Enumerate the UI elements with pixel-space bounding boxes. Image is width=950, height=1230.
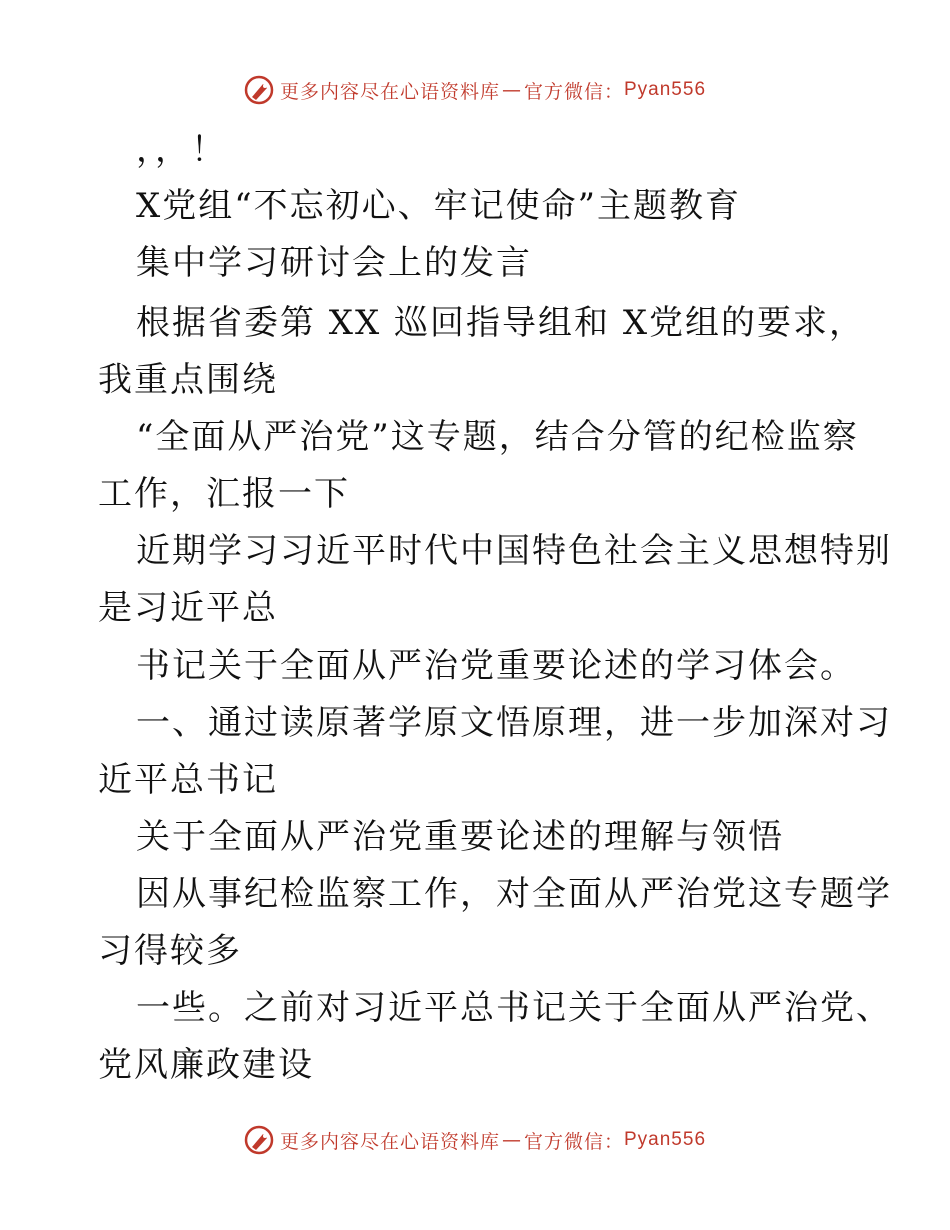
doc-paragraph-line: 是习近平总 <box>98 588 278 628</box>
footer-separator: — <box>501 1129 522 1151</box>
doc-paragraph-line: 书记关于全面从严治党重要论述的学习体会。 <box>136 646 856 686</box>
doc-paragraph-line: 一些。之前对习近平总书记关于全面从严治党、 <box>136 988 892 1028</box>
footer-wechat-label: 官方微信： <box>523 1130 624 1153</box>
doc-section-heading-cont: 关于全面从严治党重要论述的理解与领悟 <box>136 817 784 857</box>
doc-section-heading-cont: 近平总书记 <box>98 760 278 800</box>
doc-title-line-2: 集中学习研讨会上的发言 <box>136 243 532 283</box>
header-wechat-label: 官方微信： <box>523 80 624 103</box>
footer-site-text: 更多内容尽在心语资料库 <box>279 1130 500 1153</box>
red-pen-nib-logo-icon <box>244 75 274 105</box>
doc-paragraph-line: 我重点围绕 <box>98 360 278 400</box>
doc-paragraph-line: 根据省委第 XX 巡回指导组和 X党组的要求， <box>136 303 866 343</box>
doc-paragraph-line: 工作，汇报一下 <box>98 474 350 514</box>
header-site-text: 更多内容尽在心语资料库 <box>279 80 500 103</box>
header-separator: — <box>501 79 522 101</box>
doc-title-line-1: X党组“不忘初心、牢记使命”主题教育 <box>136 186 741 226</box>
doc-paragraph-line: 近期学习习近平时代中国特色社会主义思想特别 <box>136 531 892 571</box>
doc-section-heading: 一、通过读原著学原文悟原理，进一步加深对习 <box>136 703 892 743</box>
header-banner <box>0 70 950 110</box>
header-wechat-id: Pyan556 <box>624 79 707 100</box>
doc-paragraph-line: 因从事纪检监察工作，对全面从严治党这专题学 <box>136 874 892 914</box>
doc-paragraph-line: 习得较多 <box>98 931 242 971</box>
footer-banner <box>0 1120 950 1160</box>
doc-paragraph-line: 党风廉政建设 <box>98 1045 314 1085</box>
doc-paragraph-line: “全面从严治党”这专题，结合分管的纪检监察 <box>136 417 859 457</box>
red-pen-nib-logo-icon <box>244 1125 274 1155</box>
doc-line-punctuation: ，，！ <box>136 130 227 170</box>
footer-wechat-id: Pyan556 <box>624 1129 707 1150</box>
